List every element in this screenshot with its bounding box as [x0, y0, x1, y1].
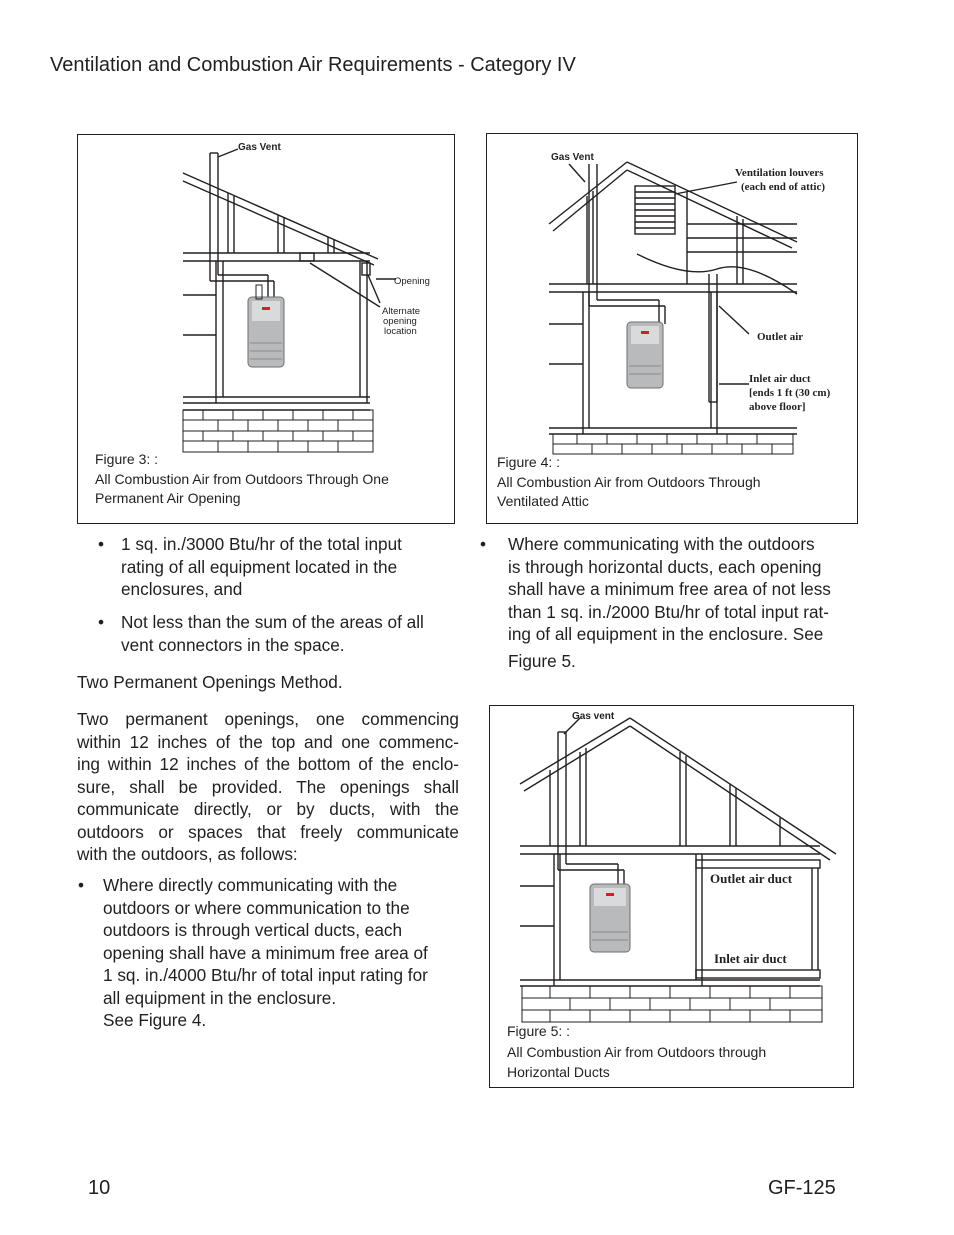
- foundation-bricks: [553, 434, 793, 454]
- bullet-dot: •: [480, 534, 487, 554]
- page-number: 10: [88, 1177, 111, 1199]
- figure-4-caption: [497, 453, 761, 512]
- caption-line: Figure 5: :: [507, 1023, 571, 1039]
- label-gas-vent: Gas vent: [572, 711, 615, 722]
- bullet-vertical-ducts: [78, 874, 458, 1034]
- figure-5: [489, 705, 854, 1088]
- figure-3: [77, 134, 455, 524]
- bullet-line: Not less than the sum of the areas of all: [121, 612, 424, 632]
- figure-5-caption: [507, 1021, 766, 1083]
- label-inlet-2: [ends 1 ft (30 cm): [749, 387, 831, 399]
- caption-line: Figure 3: :: [95, 451, 159, 467]
- bullet-line: ing of all equipment in the enclosure. See: [508, 624, 824, 644]
- page-title: Ventilation and Combustion Air Requirements - Category IV: [50, 54, 576, 76]
- paragraph-line: outdoors or spaces that freely communicate: [77, 821, 459, 842]
- label-louvers-1: Ventilation louvers: [735, 167, 824, 179]
- bullet-line: 1 sq. in./3000 Btu/hr of the total input: [121, 534, 402, 554]
- bullet-line: Where communicating with the outdoors: [508, 534, 815, 554]
- bullet-dot: •: [98, 612, 105, 632]
- bullet-line: rating of all equipment located in the: [121, 556, 398, 577]
- bullet-line: shall have a minimum free area of not less: [508, 579, 831, 599]
- label-louvers-2: (each end of attic): [741, 181, 826, 193]
- bullet-dot: •: [78, 875, 85, 895]
- paragraph-line: communicate directly, or by ducts, with the: [77, 799, 459, 819]
- paragraph-line: Two permanent openings, one commencing: [77, 709, 459, 729]
- bullet-3000: [98, 533, 458, 603]
- label-outlet-air-duct: Outlet air duct: [710, 871, 793, 886]
- water-heater-icon: [248, 285, 284, 367]
- label-inlet-3: above floor]: [749, 401, 806, 413]
- paragraph-line: ing within 12 inches of the bottom of the enclo-: [77, 754, 459, 774]
- method-paragraph: [77, 708, 459, 866]
- foundation-bricks: [522, 986, 822, 1022]
- bullet-line: vent connectors in the space.: [121, 634, 345, 655]
- model-number: GF-125: [768, 1177, 836, 1199]
- caption-line: Figure 4: :: [497, 454, 561, 470]
- label-outlet-air: Outlet air: [757, 331, 804, 343]
- label-gas-vent: Gas Vent: [551, 152, 594, 163]
- figure-4: [486, 133, 858, 524]
- label-inlet-air-duct: Inlet air duct: [714, 951, 787, 966]
- label-alternate-1: Alternate: [382, 306, 421, 317]
- caption-line: Horizontal Ducts: [507, 1064, 610, 1080]
- caption-line: All Combustion Air from Outdoors Through: [497, 473, 761, 490]
- caption-line: All Combustion Air from Outdoors Through One: [95, 470, 389, 487]
- water-heater-icon: [590, 884, 630, 952]
- bullet-vent-connectors: [98, 611, 458, 657]
- bullet-line: enclosures, and: [121, 579, 243, 599]
- bullet-line: See Figure 4.: [103, 1010, 207, 1030]
- label-gas-vent: Gas Vent: [238, 142, 281, 153]
- bullet-line: than 1 sq. in./2000 Btu/hr of total input rat-: [508, 601, 830, 622]
- bullet-line: 1 sq. in./4000 Btu/hr of total input rating for: [103, 965, 428, 985]
- label-inlet-1: Inlet air duct: [749, 373, 811, 385]
- caption-line: Ventilated Attic: [497, 493, 589, 509]
- bullet-line: opening shall have a minimum free area of: [103, 942, 428, 963]
- label-opening: Opening: [394, 276, 430, 287]
- bullet-line: Figure 5.: [508, 650, 576, 671]
- bullet-dot: •: [98, 534, 105, 554]
- caption-line: Permanent Air Opening: [95, 490, 241, 506]
- caption-line: All Combustion Air from Outdoors through: [507, 1043, 767, 1060]
- water-heater-icon: [627, 322, 663, 388]
- bullet-line: all equipment in the enclosure.: [103, 987, 337, 1008]
- paragraph-line: within 12 inches of the top and one commenc-: [77, 731, 459, 752]
- label-alternate-3: location: [384, 326, 417, 337]
- figure-3-caption: [95, 450, 389, 509]
- label-alternate-2: opening: [383, 316, 417, 327]
- paragraph-line: with the outdoors, as follows:: [77, 844, 298, 864]
- bullet-line: is through horizontal ducts, each opening: [508, 556, 822, 577]
- method-heading: Two Permanent Openings Method.: [77, 672, 343, 692]
- bullet-line: Where directly communicating with the: [103, 875, 398, 895]
- bullet-line: outdoors is through vertical ducts, each: [103, 920, 403, 940]
- paragraph-line: sure, shall be provided. The openings shall: [77, 776, 459, 797]
- foundation-bricks: [183, 410, 373, 452]
- bullet-horizontal-ducts: [480, 533, 860, 673]
- bullet-line: outdoors or where communication to the: [103, 897, 410, 918]
